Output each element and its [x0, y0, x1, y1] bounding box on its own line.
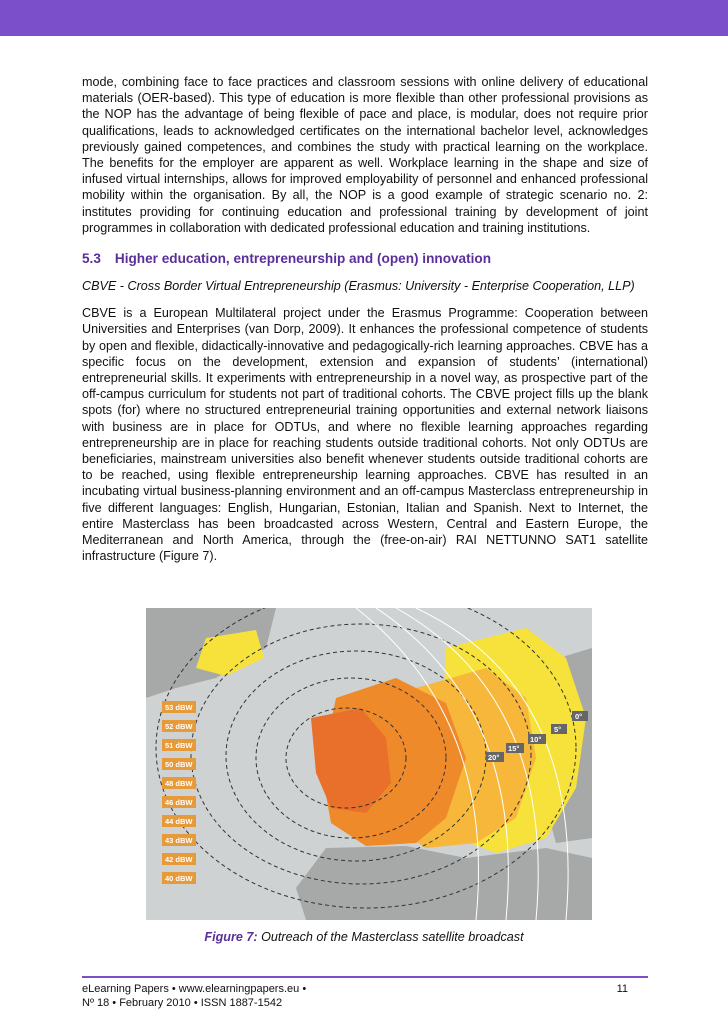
- project-subtitle: CBVE - Cross Border Virtual Entrepreneurship (Erasmus: University - Enterprise Cooperation, LLP): [82, 279, 635, 294]
- angle-label-15: 15°: [508, 744, 520, 753]
- main-content: [82, 74, 648, 564]
- legend-43: 43 dBW: [165, 836, 193, 845]
- top-banner: [0, 0, 728, 36]
- angle-label-5: 5°: [554, 725, 562, 734]
- angle-label-10: 10°: [530, 735, 542, 744]
- land-africa-middle-east: [296, 846, 592, 920]
- page-number: 11: [616, 983, 628, 995]
- legend-50: 50 dBW: [165, 760, 193, 769]
- body-paragraph-1: mode, combining face to face practices and classroom sessions with online delivery of educational materials (OER-based). This type of education is more flexible than other professional provisions as the NOP has the advantage of being flexible of pace and place, is modular, does not require prior qualifications, leads to acknowledged certificates on the international bachelor level, acknowledges previously gained competences, and combines the study with practical learning on the workplace. The benefits for the employer are apparent as well. Workplace learning in the shape and size of infused virtual internships, allows for improved employability of personnel and enhanced professional mobility within the organisation. By all, the NOP is a good example of strategic scenario no. 2: institutes providing for continuing education and professional training by development of joint programmes in collaboration with dedicated professional education and training institutions.: [82, 75, 648, 235]
- footer-line-1: eLearning Papers • www.elearningpapers.eu •: [82, 983, 307, 995]
- section-number: 5.3: [82, 251, 101, 267]
- dbw-legend: [162, 701, 196, 884]
- map-svg: [146, 608, 592, 920]
- legend-42: 42 dBW: [165, 855, 193, 864]
- angle-label-0: 0°: [575, 712, 583, 721]
- figure-caption-text: Outreach of the Masterclass satellite broadcast: [257, 930, 524, 944]
- angle-label-20: 20°: [488, 753, 500, 762]
- legend-46: 46 dBW: [165, 798, 193, 807]
- figure-caption-label: Figure 7:: [204, 930, 258, 944]
- figure-caption: [0, 930, 728, 944]
- legend-52: 52 dBW: [165, 722, 193, 731]
- legend-51: 51 dBW: [165, 741, 193, 750]
- section-heading: [82, 250, 648, 268]
- section-title: Higher education, entrepreneurship and (open) innovation: [114, 251, 492, 267]
- legend-44: 44 dBW: [165, 817, 193, 826]
- body-paragraph-2: CBVE is a European Multilateral project under the Erasmus Programme: Cooperation between Universities and Enterprises (van Dorp, 2009). It enhances the professional competence of students by open and flexible, didactically-innovative and pedagogically-rich learning approaches. CBVE has a specific focus on the development, extension and expansion of students’ (international) entrepreneurial skills. It experiments with entrepreneurship in a novel way, as prospective part of the off-campus curriculum for students not part of traditional cohorts. The CBVE project fills up the blank spots (for) where no structured entrepreneurial training opportunities and external network liaisons with business are in place for ODTUs, and where no flexible learning approaches regarding entrepreneurship are in place for reaching students outside traditional cohorts. Not only ODTUs are beneficiaries, mainstream universities also benefit whenever students outside traditional cohorts are to be reached, using flexible entrepreneurship learning approaches. CBVE has resulted in an incubating virtual business-planning environment and an off-campus Masterclass entrepreneurship in five different languages: English, Hungarian, Estonian, Italian and Spanish. Next to Internet, the entire Masterclass has been broadcasted across Western, Central and Eastern Europe, the Mediterranean and North America, through the (free-on-air) RAI NETTUNNO SAT1 satellite infrastructure (Figure 7).: [82, 306, 648, 564]
- footer-divider: [82, 976, 648, 978]
- footer-line-2: Nº 18 • February 2010 • ISSN 1887-1542: [82, 997, 283, 1009]
- page-footer: [82, 982, 648, 1010]
- legend-40: 40 dBW: [165, 874, 193, 883]
- satellite-coverage-map: [146, 608, 592, 920]
- legend-53: 53 dBW: [165, 703, 193, 712]
- legend-48: 48 dBW: [165, 779, 193, 788]
